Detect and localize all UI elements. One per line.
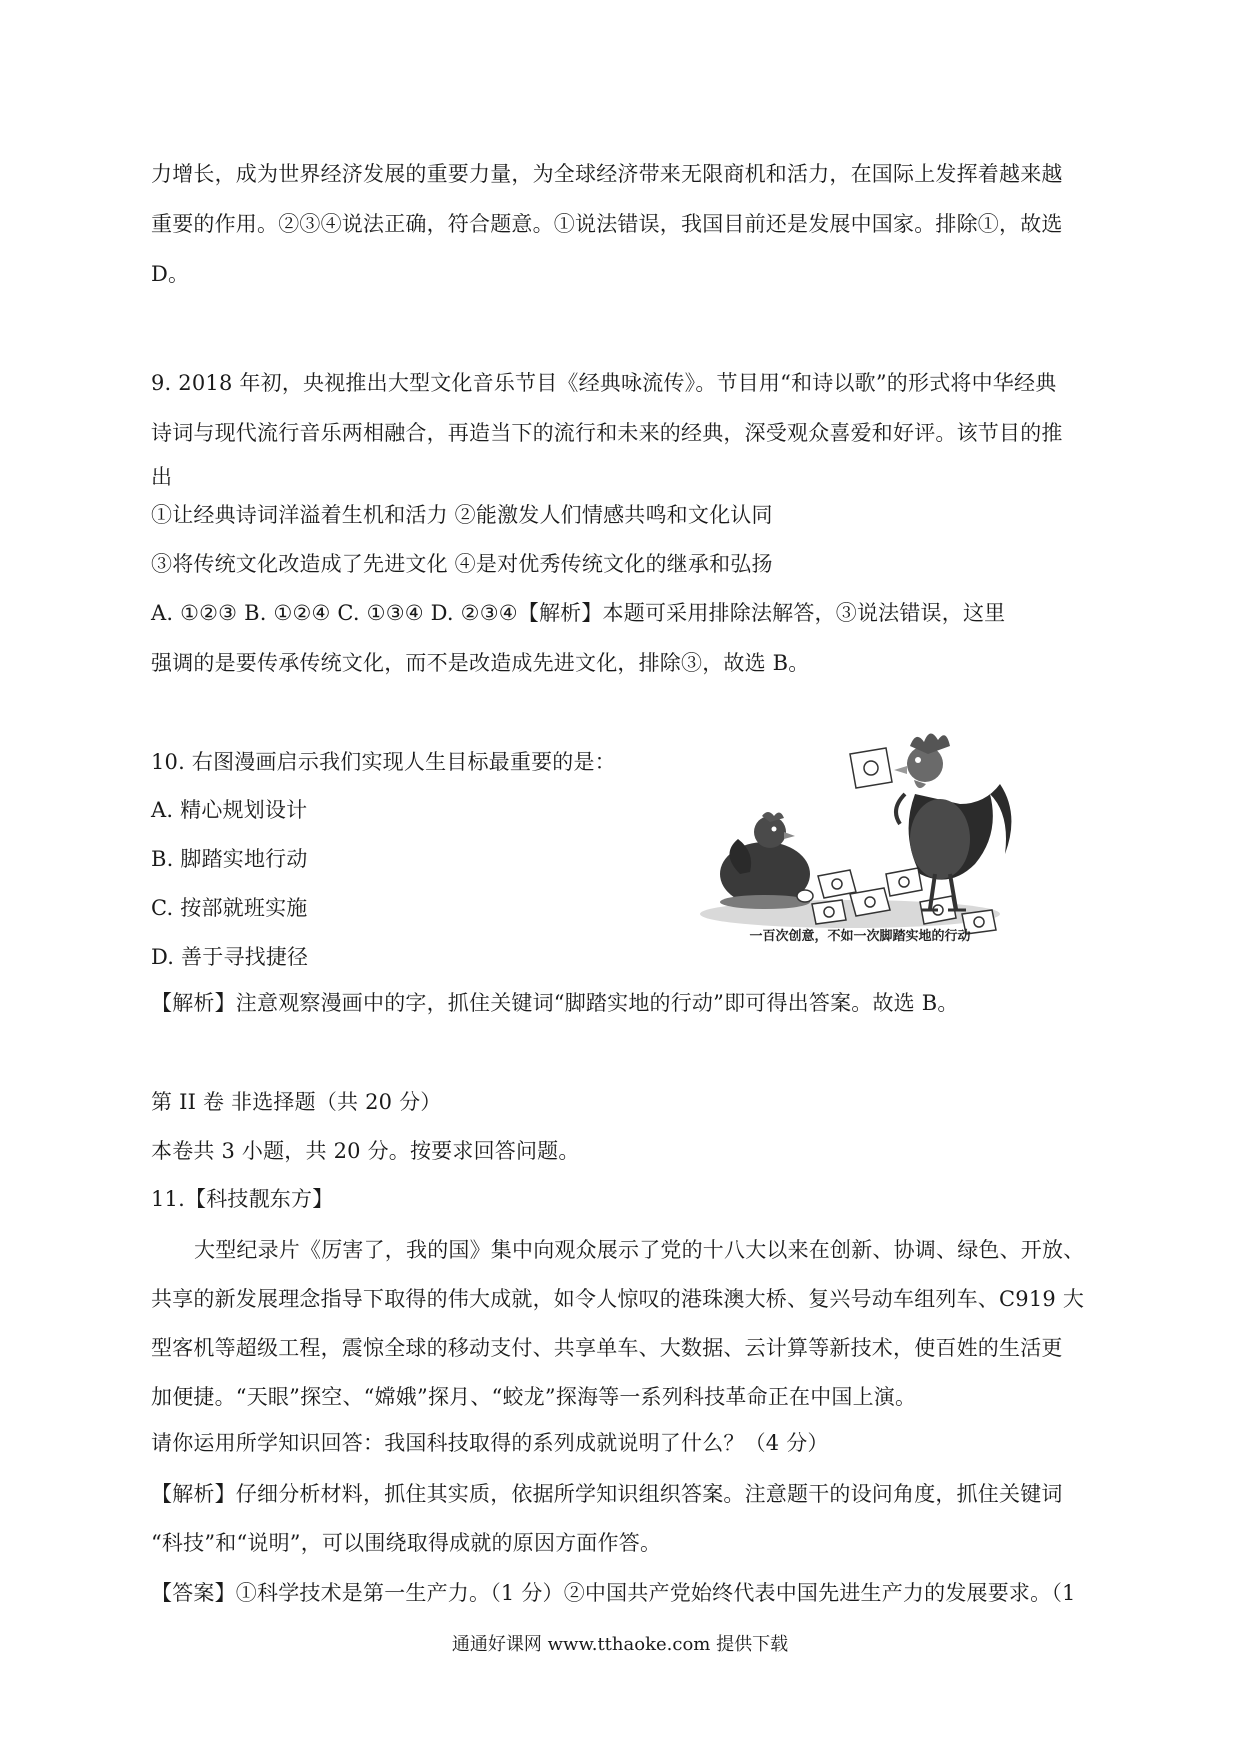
question-10-option-b: B. 脚踏实地行动 [151, 847, 308, 871]
paragraph-line: D。 [151, 262, 190, 286]
question-10-option-c: C. 按部就班实施 [151, 896, 308, 920]
question-11-answer: 【答案】①科学技术是第一生产力。（1 分）②中国共产党始终代表中国先进生产力的发展要求。（1 [151, 1581, 1076, 1605]
question-10-stem: 10. 右图漫画启示我们实现人生目标最重要的是： [151, 750, 616, 774]
question-11-material: 型客机等超级工程，震惊全球的移动支付、共享单车、大数据、云计算等新技术，使百姓的生活更 [151, 1336, 1063, 1360]
question-11-material: 大型纪录片《厉害了，我的国》集中向观众展示了党的十八大以来在创新、协调、绿色、开放、 [194, 1238, 1085, 1262]
question-11-analysis: “科技”和“说明”，可以围绕取得成就的原因方面作答。 [151, 1531, 662, 1555]
question-10-analysis: 【解析】注意观察漫画中的字，抓住关键词“脚踏实地的行动”即可得出答案。故选 B。 [151, 991, 959, 1015]
question-9-analysis: 强调的是要传承传统文化，而不是改造成先进文化，排除③，故选 B。 [151, 651, 810, 675]
question-9-statements: ③将传统文化改造成了先进文化 ④是对优秀传统文化的继承和弘扬 [151, 552, 773, 576]
question-9-stem: 诗词与现代流行音乐两相融合，再造当下的流行和未来的经典，深受观众喜爱和好评。该节目的推 [151, 421, 1063, 445]
question-9-stem: 出 [151, 465, 173, 489]
question-9-options: A. ①②③ B. ①②④ C. ①③④ D. ②③④【解析】本题可采用排除法解答，③说法错误，这里 [151, 601, 1006, 625]
cartoon-illustration [700, 724, 1020, 954]
question-11-material: 共享的新发展理念指导下取得的伟大成就，如令人惊叹的港珠澳大桥、复兴号动车组列车、C919 大 [151, 1287, 1085, 1311]
question-9-statements: ①让经典诗词洋溢着生机和活力 ②能激发人们情感共鸣和文化认同 [151, 503, 773, 527]
hen-figure [720, 812, 813, 909]
question-9-stem: 9. 2018 年初，央视推出大型文化音乐节目《经典咏流传》。节目用“和诗以歌”的形式将中华经典 [151, 371, 1057, 395]
paragraph-line: 重要的作用。②③④说法正确，符合题意。①说法错误，我国目前还是发展中国家。排除①，故选 [151, 212, 1063, 236]
question-10-option-d: D. 善于寻找捷径 [151, 945, 309, 969]
cartoon-caption: 一百次创意，不如一次脚踏实地的行动 [749, 929, 971, 944]
question-11-title: 11.【科技靓东方】 [151, 1187, 334, 1211]
question-11-prompt: 请你运用所学知识回答：我国科技取得的系列成就说明了什么？（4 分） [151, 1431, 829, 1455]
question-11-analysis: 【解析】仔细分析材料，抓住其实质，依据所学知识组织答案。注意题干的设问角度，抓住关键词 [151, 1482, 1063, 1506]
question-11-material: 加便捷。“天眼”探空、“嫦娥”探月、“蛟龙”探海等一系列科技革命正在中国上演。 [151, 1385, 917, 1409]
page-footer: 通通好课网 www.tthaoke.com 提供下载 [451, 1634, 789, 1655]
paragraph-line: 力增长，成为世界经济发展的重要力量，为全球经济带来无限商机和活力，在国际上发挥着越来越 [151, 162, 1063, 186]
section-instructions: 本卷共 3 小题，共 20 分。按要求回答问题。 [151, 1139, 580, 1163]
section-heading: 第 II 卷 非选择题（共 20 分） [151, 1090, 442, 1114]
question-10-option-a: A. 精心规划设计 [151, 798, 308, 822]
